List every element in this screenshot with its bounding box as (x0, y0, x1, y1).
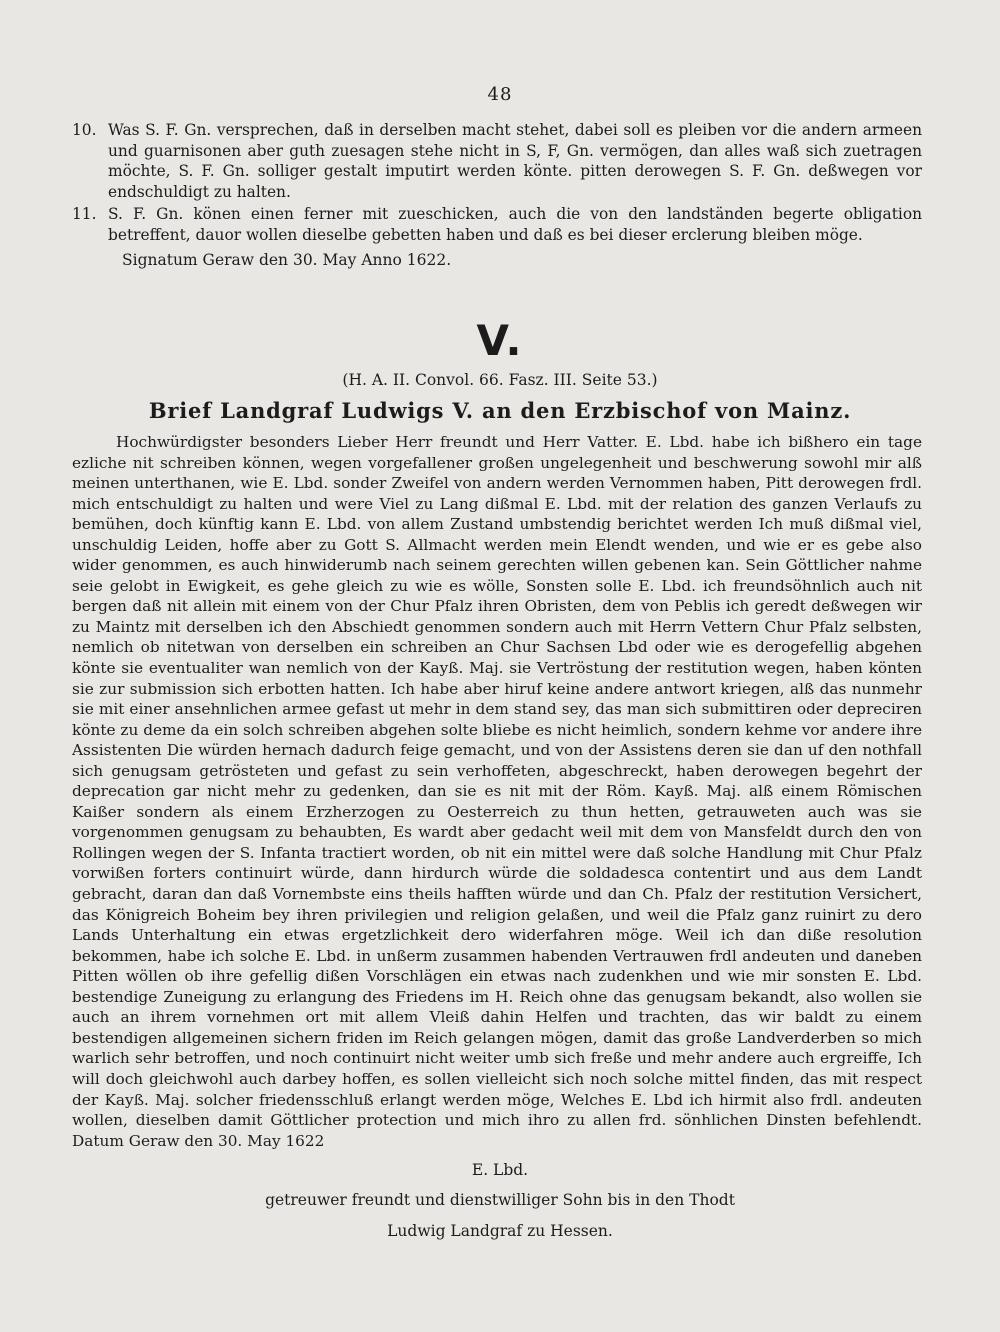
numbered-item (72, 204, 922, 245)
item-text: S. F. Gn. könen einen ferner mit zueschicken, auch die von den landständen begerte obligation betreffent, dauor wollen dieselbe gebetten haben und daß es bei dieser erclerung bleiben möge. (108, 205, 922, 244)
letter-title: Brief Landgraf Ludwigs V. an den Erzbischof von Mainz. (148, 398, 852, 423)
section-numeral: V. (476, 316, 524, 365)
item-text: Was S. F. Gn. versprechen, daß in derselben macht stehet, dabei soll es pleiben vor die andern armeen und guarnisonen aber guth zuesagen stehe nicht in S, F, Gn. vermögen, dan alles waß sich zuetragen möchte, S. F. Gn. solliger gestalt imputirt werden könte. pitten derowegen S. F. Gn. deßwegen vor endschuldigt zu halten. (108, 121, 922, 201)
signature-line: Ludwig Landgraf zu Hessen. (387, 1222, 613, 1240)
closing-salutation: E. Lbd. (471, 1161, 529, 1179)
closing-valediction: getreuwer freundt und dienstwilliger Sohn bis in den Thodt (265, 1191, 735, 1209)
numbered-item (72, 120, 922, 202)
numbered-items (72, 120, 922, 248)
letter-body: Hochwürdigster besonders Lieber Herr freundt und Herr Vatter. E. Lbd. habe ich bißhero ein tage ezliche nit schreiben können, wegen vorgefallener großen ungelegenheit und beschwerung sowohl mir alß meinen unterthanen, wie E. Lbd. sonder Zweifel von andern werden Vernommen haben, Pitt derowegen frdl. mich entschuldigt zu halten und were Viel zu Lang dißmal E. Lbd. mit der relation des ganzen Verlaufs zu bemühen, doch künftig kann E. Lbd. von allem Zustand umbstendig berichtet werden Ich muß dißmal viel, unschuldig Leiden, hoffe aber zu Gott S. Allmacht werden mein Elendt wenden, und wie er es gebe also wider genommen, es auch hinwiderumb nach seinem gerechten willen gebenen kan. Sein Göttlicher nahme seie gelobt in Ewigkeit, es gehe gleich zu wie es wölle, Sonsten solle E. Lbd. ich freundsöhnlich auch nit bergen daß nit allein mit einem von der Chur Pfalz ihren Obristen, dem von Peblis ich geredt deßwegen wir zu Maintz mit derselben ich den Abschiedt genommen sondern auch mit Herrn Vettern Chur Pfalz selbsten, nemlich ob nitetwan von derselben ein schreiben an Chur Sachsen Lbd oder wie es derogefellig abgehen könte sie eventualiter wan nemlich von der Kayß. Maj. sie Vertröstung der restitution wegen, haben könten sie zur submission sich erbotten hatten. Ich habe aber hiruf keine andere antwort kriegen, alß das nunmehr sie mit einer ansehnlichen armee gefast ut mehr in dem stand sey, das man sich submittiren oder depreciren könte zu deme da ein solch schreiben abgehen solte bliebe es nicht heimlich, sondern kehme vor andere ihre Assistenten Die würden hernach dadurch feige gemacht, und von der Assistens deren sie dan uf den nothfall sich genugsam getröstеten und gefast zu sein verhoffeten, abgeschreckt, haben derowegen begehrt der deprecation gar nicht mehr zu gedenken, dan sie es nit mit der Röm. Kayß. Maj. alß einem Römischen Kaißer sondern als einem Erzherzogen zu Oesterreich zu thun hetten, getrauweten auch was sie vorgenommen genugsam zu behaubten, Es wardt aber gedacht weil mit dem von Mansfeldt durch den von Rollingen wegen der S. Infanta tractiert worden, ob nit ein mittel were daß solche Handlung mit Chur Pfalz vorwißen forters continuirt würde, dann hirdurch würde die soldadesca contentirt und aus dem Landt gebracht, daran dan daß Vornembste eins theils hafften würde und dan Ch. Pfalz der restitution Versichert, das Königreich Boheim bey ihren privilegien und religion gelaßen, und weil die Pfalz ganz ruinirt zu dero Lands Unterhaltung ein etwas ergetzlichkeit dero widerfahren möge. Weil ich dan diße resolution bekommen, habe ich solche E. Lbd. in unßerm zusammen habenden Vertrauwen frdl andeuten und daneben Pitten wöllen ob ihre gefellig dißen Vorschlägen ein etwas nach zudenkhen und wie mir sonsten E. Lbd. bestendige Zuneigung zu erlangung des Friedens im H. Reich ohne das genugsam bekandt, also wollen sie auch an ihrem vornehmen ort mit allem Vleiß dahin Helfen und trachten, das wir baldt zu einem bestendigen allgemeinen sichern friden im Reich gelangen mögen, damit das große Landverderben so mich warlich sehr betroffen, und noch continuirt nicht weiter umb sich freße und mehr andere auch ergreiffe, Ich will doch gleichwohl auch darbey hoffen, es sollen vielleicht sich noch solche mittel finden, das mit respect der Kayß. Maj. solcher friedensschluß erlangt werden möge, Welches E. Lbd ich hirmit also frdl. andeuten wollen, dieselben damit Göttlicher protection und mich ihro zu allen frd. sönhlichen Dinsten befehlendt. Datum Geraw den 30. May 1622 (72, 433, 922, 1150)
archive-reference: (H. A. II. Convol. 66. Fasz. III. Seite 53.) (342, 371, 658, 389)
signatum-line: Signatum Geraw den 30. May Anno 1622. (122, 251, 452, 269)
page-number: 48 (487, 84, 513, 105)
item-number: 11. (72, 205, 97, 224)
item-number: 10. (72, 121, 97, 139)
